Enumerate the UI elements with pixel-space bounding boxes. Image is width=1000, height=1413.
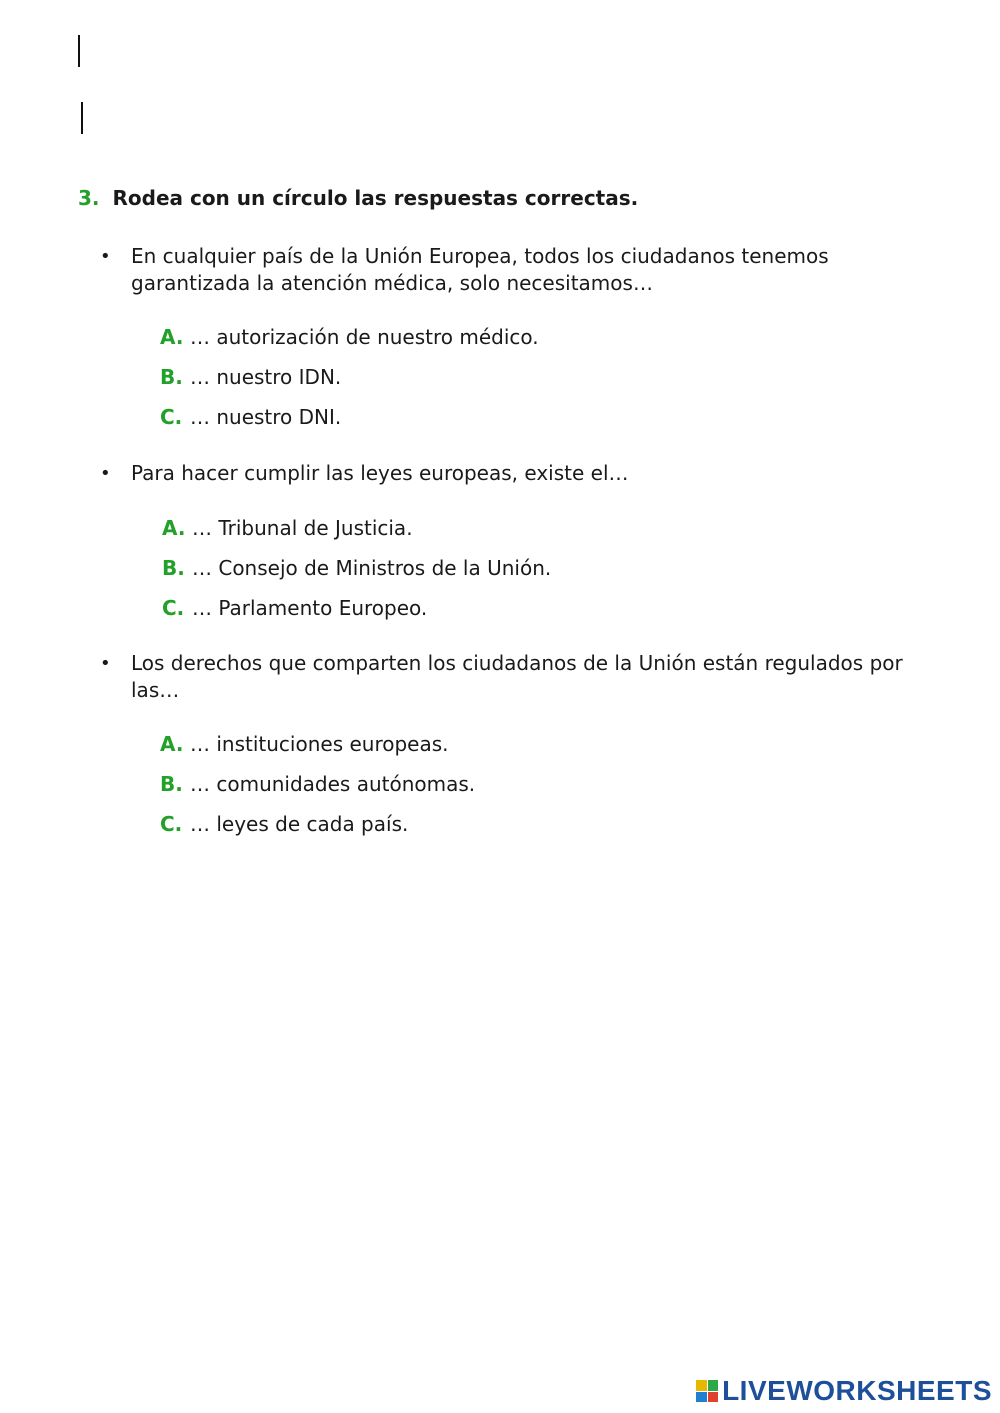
question-2 — [100, 460, 920, 620]
option-text: … Consejo de Ministros de la Unión. — [192, 556, 552, 580]
question-3 — [100, 650, 920, 836]
answer-options — [160, 732, 475, 852]
answer-option-c[interactable] — [160, 812, 475, 852]
answer-option-c[interactable] — [162, 596, 551, 636]
option-letter: A. — [160, 732, 184, 756]
option-letter: B. — [160, 365, 183, 389]
answer-option-a[interactable] — [160, 325, 539, 365]
question-text: En cualquier país de la Unión Europea, todos los ciudadanos tenemos garantizada la atención médica, solo necesitamos… — [131, 244, 829, 295]
option-letter: B. — [162, 556, 185, 580]
answer-option-b[interactable] — [160, 365, 539, 405]
option-text: … leyes de cada país. — [190, 812, 409, 836]
option-text: … autorización de nuestro médico. — [190, 325, 539, 349]
answer-option-b[interactable] — [162, 556, 551, 596]
answer-option-b[interactable] — [160, 772, 475, 812]
liveworksheets-watermark — [696, 1375, 992, 1407]
option-letter: A. — [160, 325, 184, 349]
section-instruction: Rodea con un círculo las respuestas correctas. — [112, 186, 639, 210]
option-text: … nuestro IDN. — [190, 365, 342, 389]
question-text: Los derechos que comparten los ciudadanos de la Unión están regulados por las… — [131, 651, 903, 702]
text-cursor-mark — [78, 35, 80, 67]
answer-options — [160, 325, 539, 445]
option-letter: B. — [160, 772, 183, 796]
question-stem — [100, 650, 920, 704]
option-letter: C. — [162, 596, 185, 620]
question-1 — [100, 243, 920, 429]
option-letter: A. — [162, 516, 186, 540]
section-number: 3. — [78, 186, 100, 210]
option-text: … comunidades autónomas. — [190, 772, 476, 796]
watermark-text: LIVEWORKSHEETS — [722, 1375, 992, 1406]
answer-option-c[interactable] — [160, 405, 539, 445]
option-letter: C. — [160, 812, 183, 836]
option-text: … nuestro DNI. — [190, 405, 342, 429]
bullet-icon: • — [100, 653, 111, 674]
question-text: Para hacer cumplir las leyes europeas, existe el… — [131, 461, 629, 485]
bullet-icon: • — [100, 246, 111, 267]
question-stem — [100, 243, 920, 297]
question-stem — [100, 460, 920, 487]
option-text: … Parlamento Europeo. — [192, 596, 428, 620]
bullet-icon: • — [100, 463, 111, 484]
option-text: … Tribunal de Justicia. — [192, 516, 413, 540]
option-letter: C. — [160, 405, 183, 429]
text-cursor-mark — [81, 102, 83, 134]
answer-option-a[interactable] — [160, 732, 475, 772]
answer-options — [162, 516, 551, 636]
section-title — [78, 186, 638, 210]
liveworksheets-logo-icon — [696, 1380, 718, 1402]
option-text: … instituciones europeas. — [190, 732, 449, 756]
answer-option-a[interactable] — [162, 516, 551, 556]
